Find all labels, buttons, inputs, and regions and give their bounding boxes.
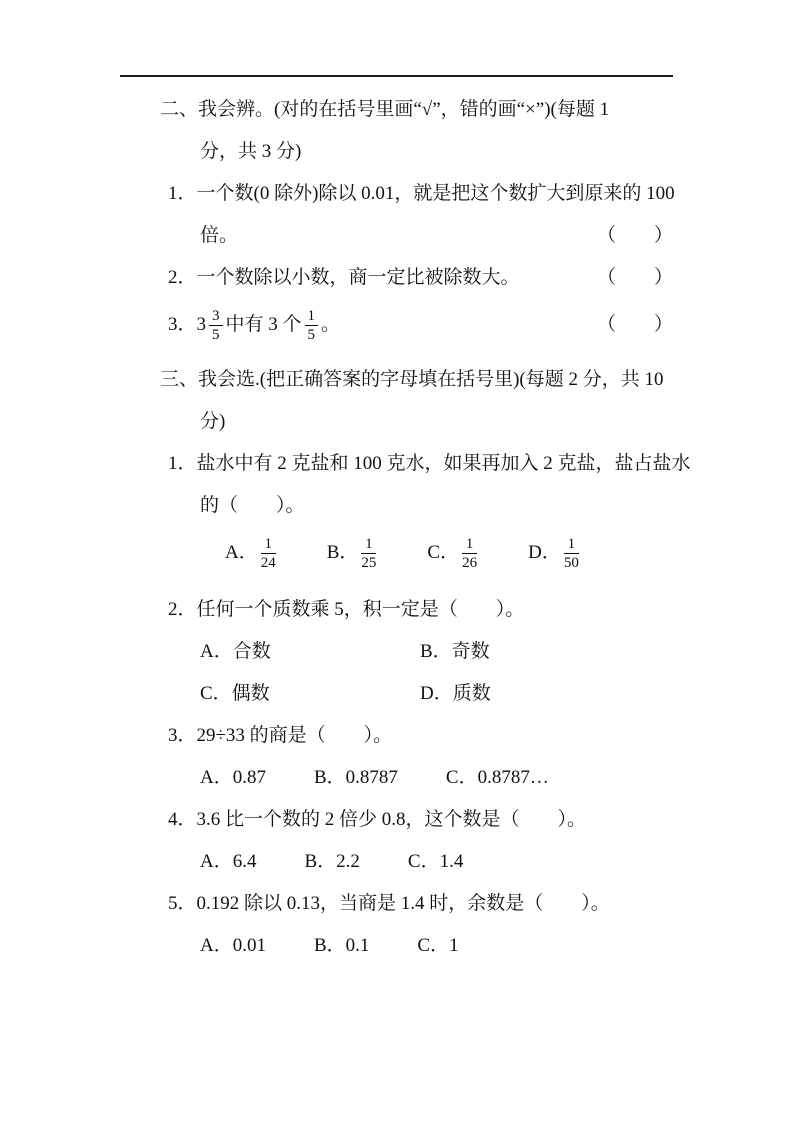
tf-item3-text [168,304,340,346]
mc-q5: 5．0.192 除以 0.13，当商是 1.4 时，余数是（ ）。 [168,893,610,914]
tf-item3 [120,299,673,351]
fraction-numerator: 1 [261,536,276,555]
tf-item1-answer-bracket: （ ） [596,225,673,246]
fraction [462,536,477,572]
fraction-numerator: 1 [305,308,319,327]
mc-q5-options [120,925,673,967]
mc-q4-options [120,841,673,883]
mc-q1-line1: 1．盐水中有 2 克盐和 100 克水，如果再加入 2 克盐，盐占盐水 [168,453,691,474]
fraction-denominator: 5 [212,327,220,344]
mc-q3-option-b: B．0.8787 [313,767,398,788]
fraction-numerator: 1 [564,536,579,555]
fraction-denominator: 25 [361,555,377,572]
option-label: A． [225,542,258,563]
mc-q2-option-b: B．奇数 [420,641,490,662]
tf-item3-mid: 中有 3 个 [225,314,302,335]
fraction-numerator: 1 [361,536,376,555]
tf-item2 [120,257,673,299]
fraction-one-fifth [305,308,319,344]
mc-q1-options [120,527,673,579]
mc-q4-option-c: C．1.4 [407,851,464,872]
mc-q5-option-c: C．1 [417,935,459,956]
mc-q1-option-d [528,532,582,574]
tf-item1-line2 [120,215,673,257]
section3-heading-line2: 分) [200,411,226,432]
tf-item3-post: 。 [321,314,341,335]
worksheet-page [120,75,691,967]
fraction-three-fifths [209,308,223,344]
fraction [564,536,579,572]
fraction [361,536,376,572]
mc-q5-option-b: B．0.1 [313,935,370,956]
fraction-numerator: 1 [462,536,477,555]
mc-q2-option-c: C．偶数 [200,683,270,704]
option-label: D． [528,542,561,563]
section2-heading-line1: 二、我会辨。(对的在括号里画“√”，错的画“×”)(每题 1 [160,99,610,120]
mc-q1-option-c [427,532,480,574]
mc-q2-option-a: A．合数 [200,641,271,662]
mc-q4-option-b: B．2.2 [304,851,360,872]
tf-item1-line2-text: 倍。 [200,225,239,246]
section2-heading-line2: 分，共 3 分) [200,141,302,162]
section3-heading-line1: 三、我会选.(把正确答案的字母填在括号里)(每题 2 分，共 10 [160,369,664,390]
mc-q2-options-row2 [120,673,673,715]
tf-item2-text: 2．一个数除以小数，商一定比被除数大。 [168,267,520,288]
fraction-denominator: 24 [260,555,276,572]
mc-q4: 4．3.6 比一个数的 2 倍少 0.8，这个数是（ ）。 [168,809,587,830]
fraction [261,536,276,572]
mc-q4-option-a: A．6.4 [200,851,257,872]
mc-q2-options-row1 [120,631,673,673]
fraction-denominator: 50 [563,555,579,572]
mc-q1-line2: 的（ ）。 [200,495,305,516]
option-label: C． [427,542,460,563]
mc-q5-option-a: A．0.01 [200,935,266,956]
mc-q3-options [120,757,673,799]
tf-item2-answer-bracket: （ ） [596,267,673,288]
tf-item3-answer-bracket: （ ） [596,314,673,335]
mc-q3-option-a: A．0.87 [200,767,266,788]
header-rule [120,75,673,77]
fraction-denominator: 26 [462,555,478,572]
option-label: B． [326,542,359,563]
mc-q3: 3．29÷33 的商是（ ）。 [168,725,393,746]
mc-q2-option-d: D．质数 [420,683,491,704]
mc-q1-option-b [327,532,380,574]
mc-q2: 2．任何一个质数乘 5，积一定是（ ）。 [168,599,525,620]
tf-item3-pre: 3．3 [168,314,207,335]
tf-item1-line1: 1．一个数(0 除外)除以 0.01，就是把这个数扩大到原来的 100 [168,183,675,204]
fraction-numerator: 3 [209,308,223,327]
fraction-denominator: 5 [307,327,316,344]
mc-q3-option-c: C．0.8787… [445,767,549,788]
mc-q1-option-a [225,532,279,574]
